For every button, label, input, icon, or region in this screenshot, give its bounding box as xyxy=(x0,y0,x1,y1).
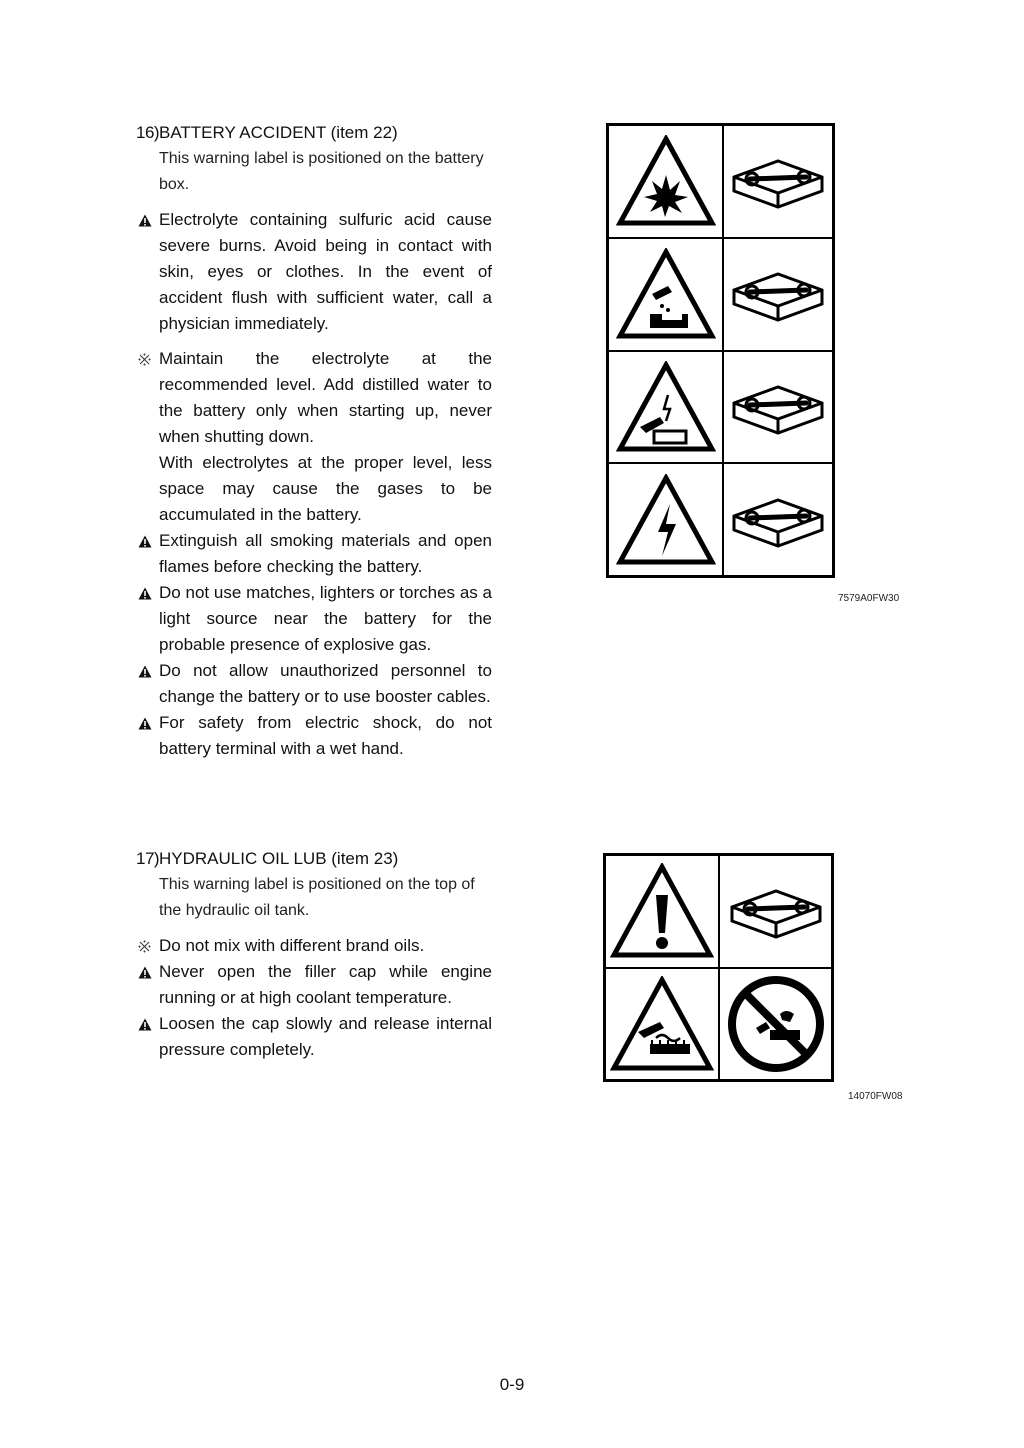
bullet-text: Do not allow unauthorized personnel to change the battery or to use booster cables. xyxy=(159,661,492,706)
bullet-text: Electrolyte containing sulfuric acid cause severe burns. Avoid being in contact with skin, eyes or clothes. In the event of accident flush with sufficient water, call a physician immediately. xyxy=(159,210,492,333)
bullet-text: Loosen the cap slowly and release internal pressure completely. xyxy=(159,1014,492,1059)
hydraulic-warning-label xyxy=(603,853,834,1082)
warning-triangle-icon xyxy=(138,710,156,736)
manual-book-icon xyxy=(723,351,833,464)
label-code: 14070FW08 xyxy=(848,1091,903,1102)
page-number: 0-9 xyxy=(499,1375,525,1394)
bullet-text: Do not mix with different brand oils. xyxy=(159,936,425,955)
section-intro: This warning label is positioned on the battery box. xyxy=(159,150,484,193)
reference-mark-icon xyxy=(138,346,156,372)
reference-mark-icon xyxy=(138,933,156,959)
warning-bullet xyxy=(136,658,492,710)
warning-triangle-icon xyxy=(138,528,156,554)
warning-bullet xyxy=(136,1011,492,1063)
bullet-text: For safety from electric shock, do not battery terminal with a wet hand. xyxy=(159,713,492,758)
electric-shock-warning-icon xyxy=(608,463,723,576)
note-bullet xyxy=(136,346,492,450)
battery-warning-label xyxy=(606,123,835,578)
section-heading xyxy=(136,846,492,872)
warning-triangle-icon xyxy=(138,1011,156,1037)
manual-book-icon xyxy=(723,125,833,238)
section-number: 17) xyxy=(136,849,160,868)
section-title: BATTERY ACCIDENT xyxy=(159,123,326,142)
bullet-text: Extinguish all smoking materials and open flames before checking the battery. xyxy=(159,531,492,576)
exclamation-warning-icon xyxy=(605,855,719,968)
battery-spark-warning-icon xyxy=(608,351,723,464)
section-number: 16) xyxy=(136,123,160,142)
item-reference: (item 23) xyxy=(331,849,399,868)
bullet-text: Maintain the electrolyte at the recommended level. Add distilled water to the battery only when starting up, never when shutting down. xyxy=(159,349,492,446)
warning-bullet xyxy=(136,959,492,1011)
manual-book-icon xyxy=(719,855,832,968)
bullet-text: Do not use matches, lighters or torches as a light source near the battery for the probable presence of explosive gas. xyxy=(159,583,492,654)
warning-bullet xyxy=(136,528,492,580)
no-open-cap-icon xyxy=(719,968,832,1081)
warning-bullet xyxy=(136,710,492,762)
section-title: HYDRAULIC OIL LUB xyxy=(159,849,327,868)
warning-triangle-icon xyxy=(138,207,156,233)
bullet-text: Never open the filler cap while engine running or at high coolant temperature. xyxy=(159,962,492,1007)
bullet-continuation: With electrolytes at the proper level, less space may cause the gases to be accumulated in the battery. xyxy=(159,453,492,524)
manual-book-icon xyxy=(723,463,833,576)
warning-bullet xyxy=(136,580,492,658)
section-intro: This warning label is positioned on the top of the hydraulic oil tank. xyxy=(159,876,475,919)
manual-book-icon xyxy=(723,238,833,351)
explosion-warning-icon xyxy=(608,125,723,238)
warning-triangle-icon xyxy=(138,959,156,985)
warning-bullet xyxy=(136,207,492,337)
label-code: 7579A0FW30 xyxy=(838,593,900,604)
acid-warning-icon xyxy=(608,238,723,351)
section-heading xyxy=(136,120,492,146)
warning-triangle-icon xyxy=(138,580,156,606)
note-bullet xyxy=(136,933,492,959)
section-battery-accident xyxy=(136,120,492,762)
warning-triangle-icon xyxy=(138,658,156,684)
item-reference: (item 22) xyxy=(330,123,398,142)
hot-fluid-hand-warning-icon xyxy=(605,968,719,1081)
section-hydraulic-oil-lub xyxy=(136,846,492,1063)
